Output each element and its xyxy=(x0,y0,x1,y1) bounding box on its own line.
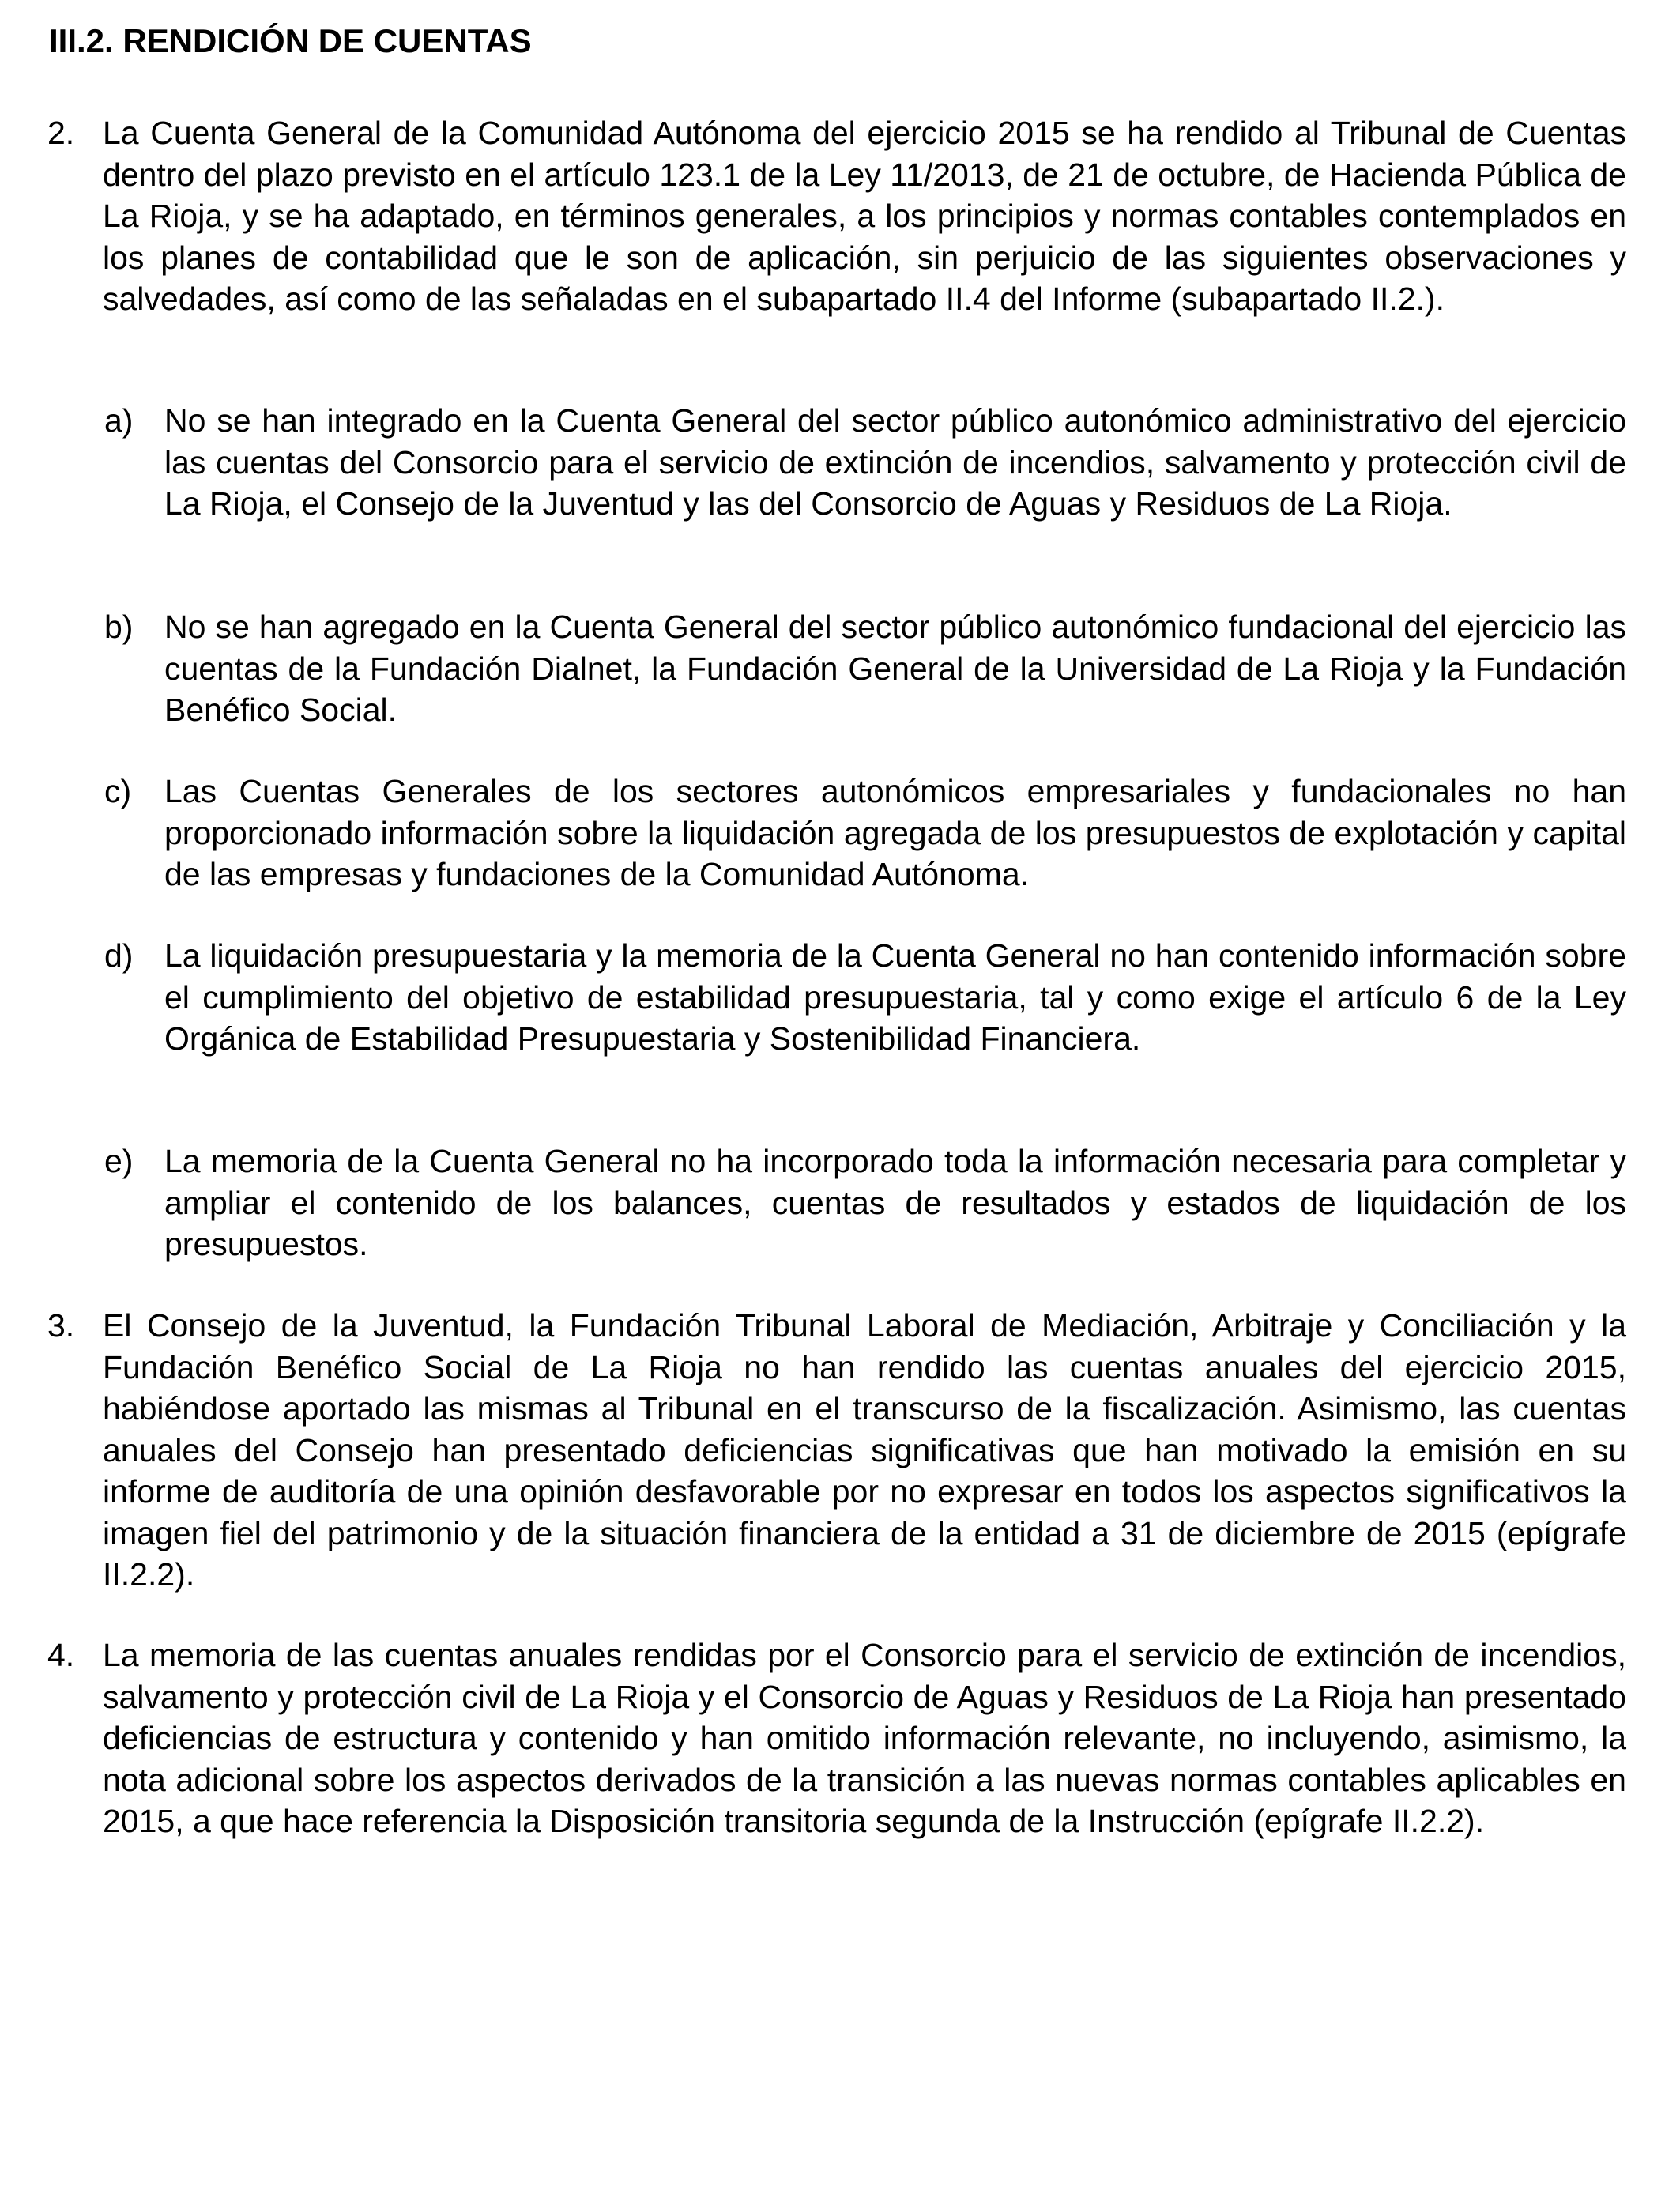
subitem-letter: e) xyxy=(104,1143,134,1179)
section-heading: III.2. RENDICIÓN DE CUENTAS xyxy=(49,22,532,59)
paragraph-text: La Cuenta General de la Comunidad Autónoma del ejercicio 2015 se ha rendido al Tribunal de Cuentas dentro del plazo previsto en el artículo 123.1 de la Ley 11/2013, de 21 de octubre, de Hacienda Pública de La Rioja, y se ha adaptado, en términos generales, a los principios y normas contables contemplados en los planes de contabilidad que le son de aplicación, sin perjuicio de las siguientes observaciones y salvedades, así como de las señaladas en el subapartado II.4 del Informe (subapartado II.2.). xyxy=(103,115,1626,317)
subitem-text: Las Cuentas Generales de los sectores autonómicos empresariales y fundacionales no han proporcionado información sobre la liquidación agregada de los presupuestos de explotación y capital de las empresas y fundaciones de la Comunidad Autónoma. xyxy=(164,773,1626,892)
subitem-text: La liquidación presupuestaria y la memoria de la Cuenta General no han contenido información sobre el cumplimiento del objetivo de estabilidad presupuestaria, tal y como exige el artículo 6 de la Ley Orgánica de Estabilidad Presupuestaria y Sostenibilidad Financiera. xyxy=(164,937,1626,1057)
subitem-text: La memoria de la Cuenta General no ha incorporado toda la información necesaria para completar y ampliar el contenido de los balances, cuentas de resultados y estados de liquidación de los presupuestos. xyxy=(164,1143,1626,1262)
subitem-letter: a) xyxy=(104,402,134,439)
paragraph-number: 2. xyxy=(47,115,75,151)
subitem-letter: d) xyxy=(104,937,134,974)
paragraph-text: El Consejo de la Juventud, la Fundación Tribunal Laboral de Mediación, Arbitraje y Conciliación y la Fundación Benéfico Social de La Rioja no han rendido las cuentas anuales del ejercicio 2015, habiéndose aportado las mismas al Tribunal en el transcurso de la fiscalización. Asimismo, las cuentas anuales del Consejo han presentado deficiencias significativas que han motivado la emisión en su informe de auditoría de una opinión desfavorable por no expresar en todos los aspectos significativos la imagen fiel del patrimonio y de la situación financiera de la entidad a 31 de diciembre de 2015 (epígrafe II.2.2). xyxy=(103,1307,1626,1593)
subitem-text: No se han integrado en la Cuenta General del sector público autonómico administrativo del ejercicio las cuentas del Consorcio para el servicio de extinción de incendios, salvamento y protección civil de La Rioja, el Consejo de la Juventud y las del Consorcio de Aguas y Residuos de La Rioja. xyxy=(164,402,1626,522)
paragraph-text: La memoria de las cuentas anuales rendidas por el Consorcio para el servicio de extinción de incendios, salvamento y protección civil de La Rioja y el Consorcio de Aguas y Residuos de La Rioja han presentado deficiencias de estructura y contenido y han omitido información relevante, no incluyendo, asimismo, la nota adicional sobre los aspectos derivados de la transición a las nuevas normas contables aplicables en 2015, a que hace referencia la Disposición transitoria segunda de la Instrucción (epígrafe II.2.2). xyxy=(103,1637,1626,1839)
paragraph-number: 3. xyxy=(47,1307,75,1344)
subitem-text: No se han agregado en la Cuenta General del sector público autonómico fundacional del ejercicio las cuentas de la Fundación Dialnet, la Fundación General de la Universidad de La Rioja y la Fundación Benéfico Social. xyxy=(164,609,1626,728)
subitem-letter: b) xyxy=(104,609,134,645)
paragraph-number: 4. xyxy=(47,1637,75,1673)
subitem-letter: c) xyxy=(104,773,132,809)
